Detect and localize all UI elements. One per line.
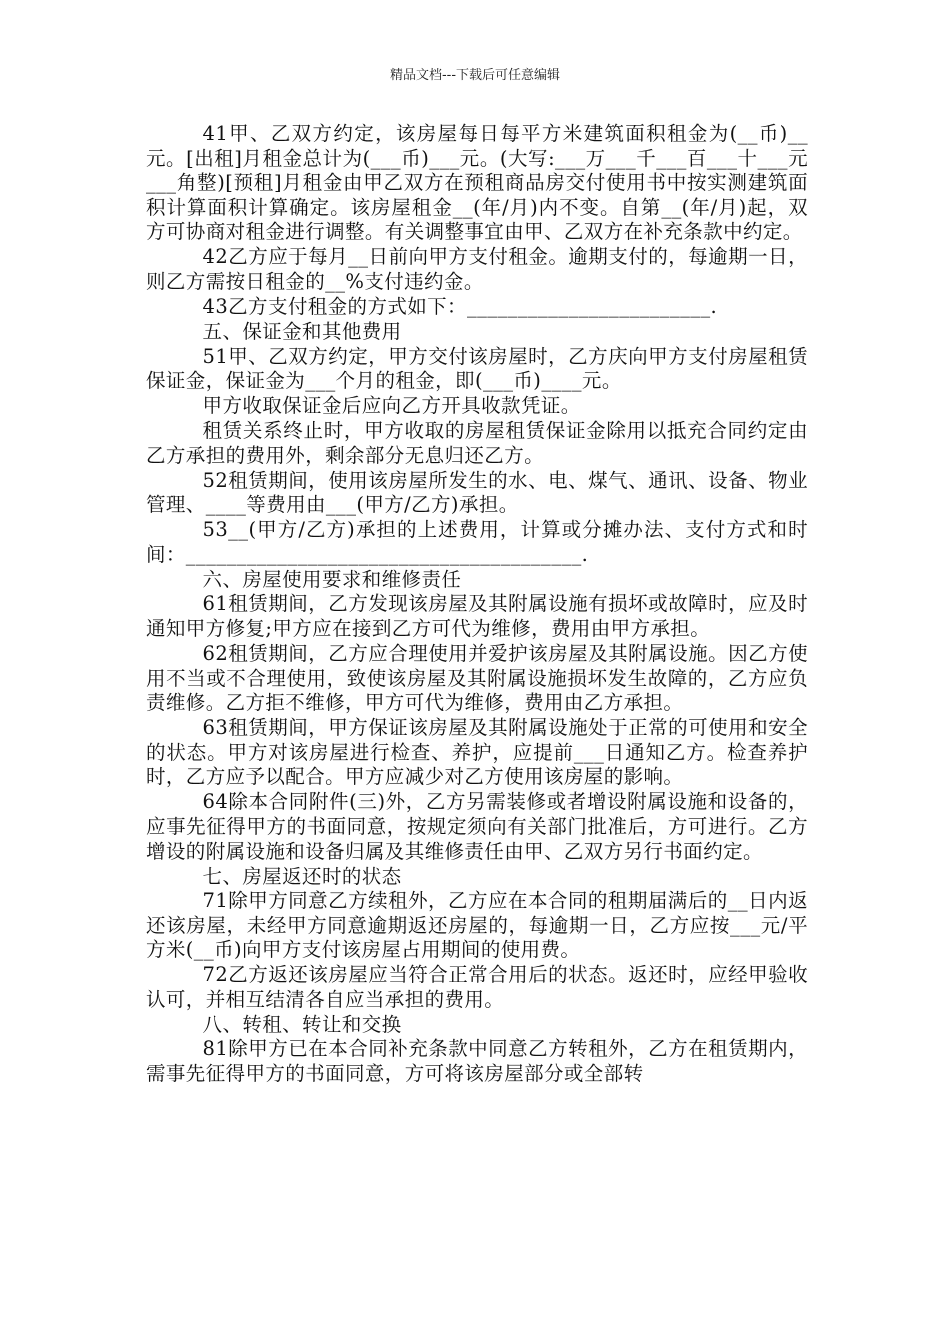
clause-paragraph: 64除本合同附件(三)外，乙方另需装修或者增设附属设施和设备的，应事先征得甲方的书面同意，按规定须向有关部门批准后，方可进行。乙方增设的附属设施和设备归属及其维修责任由甲、乙双方另行书面约定。 xyxy=(146,790,808,863)
clause-paragraph: 61租赁期间，乙方发现该房屋及其附属设施有损坏或故障时，应及时通知甲方修复;甲方应在接到乙方可代为维修，费用由甲方承担。 xyxy=(146,592,808,640)
clause-paragraph: 53__(甲方/乙方)承担的上述费用，计算或分摊办法、支付方式和时间：_______________________________________. xyxy=(146,518,808,566)
clause-paragraph: 63租赁期间，甲方保证该房屋及其附属设施处于正常的可使用和安全的状态。甲方对该房屋进行检查、养护，应提前___日通知乙方。检查养护时，乙方应予以配合。甲方应减少对乙方使用该房屋的影响。 xyxy=(146,716,808,789)
clause-paragraph: 81除甲方已在本合同补充条款中同意乙方转租外，乙方在租赁期内，需事先征得甲方的书面同意，方可将该房屋部分或全部转 xyxy=(146,1037,808,1086)
clause-paragraph: 62租赁期间，乙方应合理使用并爱护该房屋及其附属设施。因乙方使用不当或不合理使用，致使该房屋及其附属设施损坏发生故障的，乙方应负责维修。乙方拒不维修，甲方可代为维修，费用由乙方承担。 xyxy=(146,641,808,715)
clause-paragraph: 租赁关系终止时，甲方收取的房屋租赁保证金除用以抵充合同约定由乙方承担的费用外，剩余部分无息归还乙方。 xyxy=(146,419,808,467)
clause-paragraph: 甲方收取保证金后应向乙方开具收款凭证。 xyxy=(202,394,581,418)
section-heading: 七、房屋返还时的状态 xyxy=(202,864,402,888)
clause-paragraph: 41甲、乙双方约定，该房屋每日每平方米建筑面积租金为(__币)__元。[出租]月租金总计为(___币)___元。(大写:___万___千___百___十___元___角整)[预租]月租金由甲乙双方在预租商品房交付使用书中按实测建筑面积计算面积计算确定。该房屋租金__(年/月)内不变。自第__(年/月)起，双方可协商对租金进行调整。有关调整事宜由甲、乙双方在补充条款中约定。 xyxy=(146,122,808,244)
clause-paragraph: 72乙方返还该房屋应当符合正常合用后的状态。返还时，应经甲验收认可，并相互结清各自应当承担的费用。 xyxy=(146,963,808,1011)
clause-paragraph: 51甲、乙双方约定，甲方交付该房屋时，乙方庆向甲方支付房屋租赁保证金，保证金为___个月的租金，即(___币)____元。 xyxy=(146,344,808,393)
document-body xyxy=(146,122,808,1087)
clause-paragraph: 71除甲方同意乙方续租外，乙方应在本合同的租期届满后的__日内返还该房屋，未经甲方同意逾期返还房屋的，每逾期一日，乙方应按___元/平方米(__币)向甲方支付该房屋占用期间的使用费。 xyxy=(146,889,808,962)
clause-paragraph: 42乙方应于每月__日前向甲方支付租金。逾期支付的，每逾期一日，则乙方需按日租金的__%支付违约金。 xyxy=(146,245,808,293)
clause-paragraph: 52租赁期间，使用该房屋所发生的水、电、煤气、通讯、设备、物业管理、____等费用由___(甲方/乙方)承担。 xyxy=(146,468,808,517)
clause-paragraph: 43乙方支付租金的方式如下：________________________. xyxy=(202,294,718,318)
section-heading: 六、房屋使用要求和维修责任 xyxy=(202,567,462,591)
page-header: 精品文档---下载后可任意编辑 xyxy=(389,68,561,83)
section-heading: 五、保证金和其他费用 xyxy=(202,319,402,343)
section-heading: 八、转租、转让和交换 xyxy=(202,1012,402,1036)
